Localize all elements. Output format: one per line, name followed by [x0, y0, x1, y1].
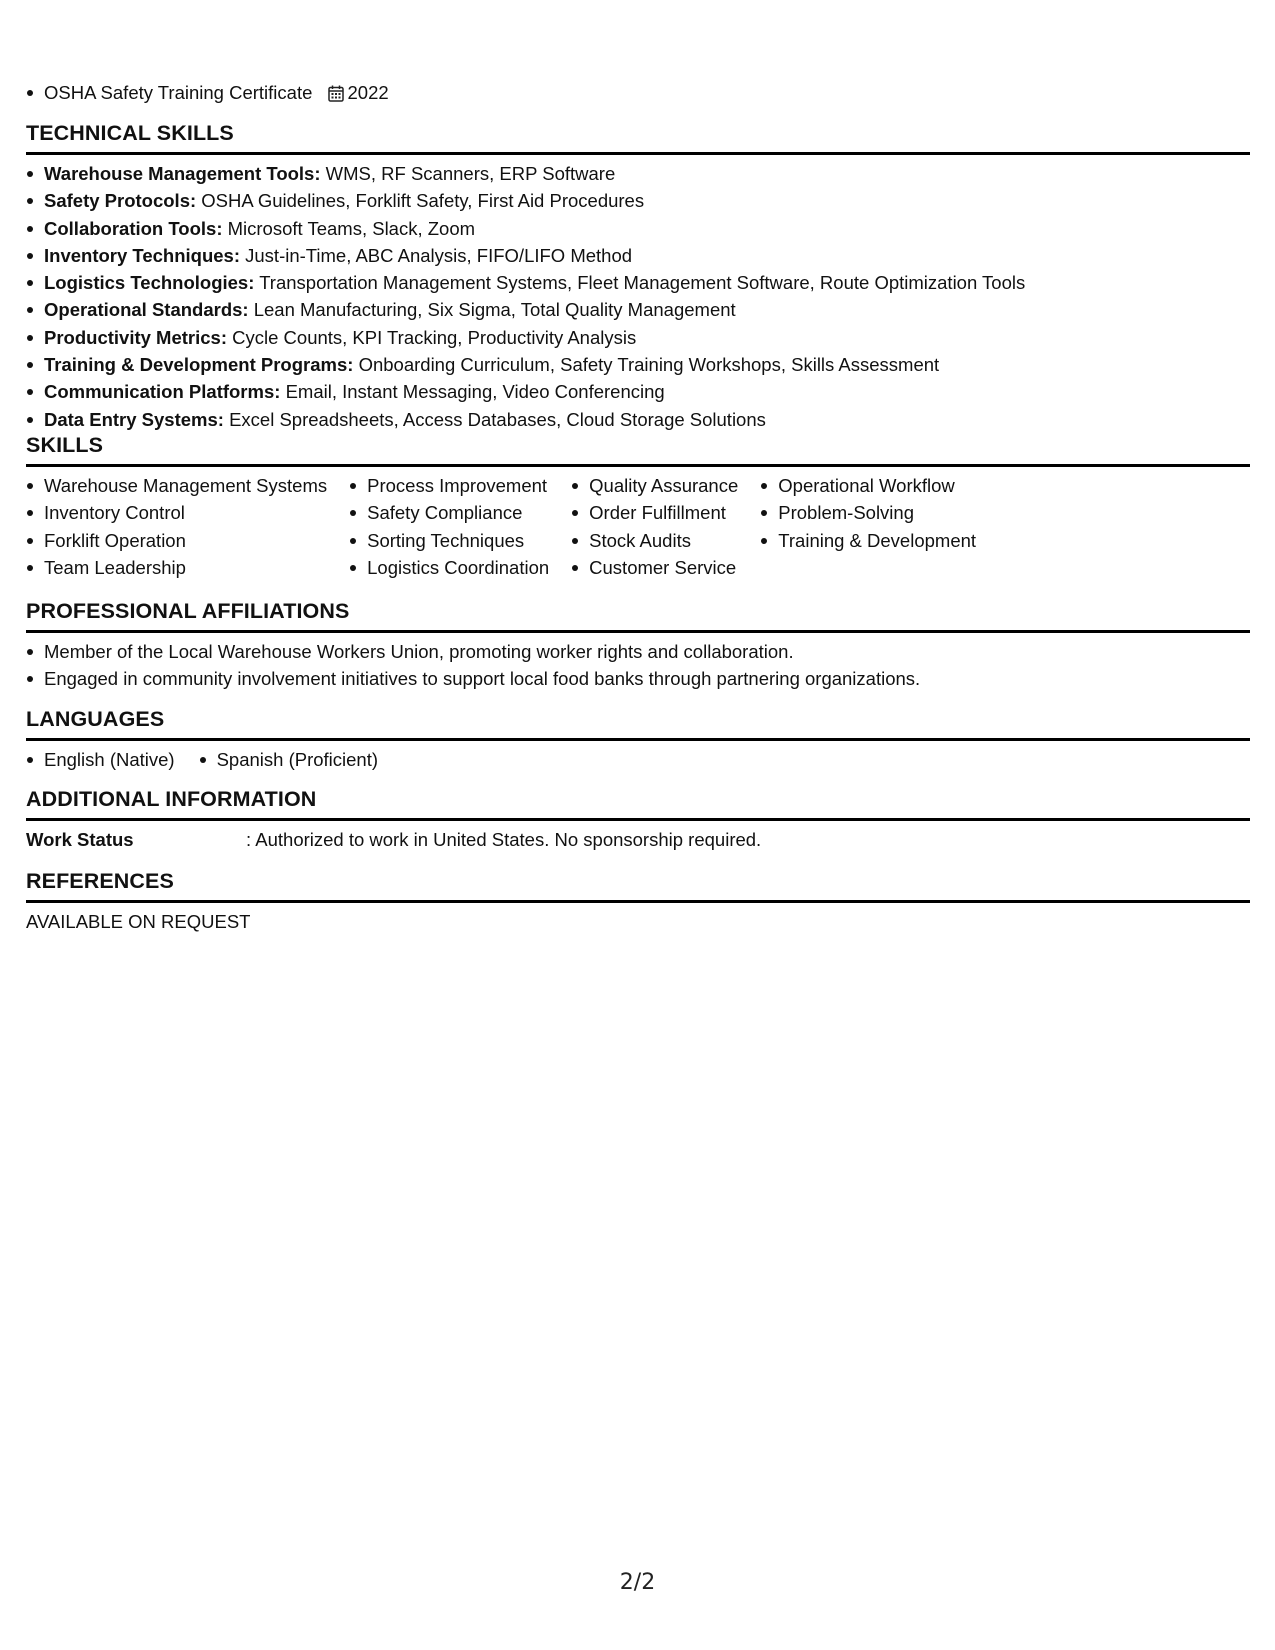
certification-year: 2022 [347, 82, 389, 103]
skills-column [760, 472, 976, 581]
list-item [26, 378, 1250, 405]
certification-item [26, 79, 389, 106]
skill-label: Collaboration Tools: [44, 217, 223, 239]
section-title-technical-skills: TECHNICAL SKILLS [26, 120, 1250, 155]
skill-value: Cycle Counts, KPI Tracking, Productivity Analysis [232, 326, 637, 348]
list-item: Forklift Operation [26, 527, 327, 554]
list-item: Safety Compliance [349, 499, 549, 526]
section-title-additional-information: ADDITIONAL INFORMATION [26, 786, 1250, 821]
skill-value: Excel Spreadsheets, Access Databases, Cloud Storage Solutions [229, 408, 766, 430]
list-item: English (Native) [26, 746, 175, 773]
list-item [26, 160, 1250, 187]
skill-value: OSHA Guidelines, Forklift Safety, First Aid Procedures [201, 190, 645, 212]
list-item [26, 242, 1250, 269]
section-title-references: REFERENCES [26, 868, 1250, 903]
skill-label: Safety Protocols: [44, 190, 197, 212]
list-item [26, 187, 1250, 214]
technical-skills-list [26, 160, 1250, 433]
certification-list [26, 79, 389, 106]
list-item [26, 296, 1250, 323]
list-item: Quality Assurance [571, 472, 738, 499]
info-key: Work Status [26, 829, 134, 850]
list-item: Member of the Local Warehouse Workers Union, promoting worker rights and collaboration. [26, 638, 1250, 665]
skill-label: Productivity Metrics: [44, 326, 227, 348]
skills-column [571, 472, 738, 581]
skill-value: Onboarding Curriculum, Safety Training Workshops, Skills Assessment [358, 354, 940, 376]
list-item: Operational Workflow [760, 472, 976, 499]
skills-section [26, 432, 1250, 581]
list-item: Inventory Control [26, 499, 327, 526]
section-title-skills: SKILLS [26, 432, 1250, 467]
skill-label: Data Entry Systems: [44, 408, 224, 430]
affiliations-list [26, 638, 1250, 693]
skill-value: Lean Manufacturing, Six Sigma, Total Quality Management [253, 299, 736, 321]
list-item [26, 324, 1250, 351]
list-item: Customer Service [571, 554, 738, 581]
list-item: Problem-Solving [760, 499, 976, 526]
calendar-icon [328, 85, 344, 102]
list-item: Spanish (Proficient) [199, 746, 378, 773]
section-title-languages: LANGUAGES [26, 706, 1250, 741]
page-number: 2/2 [619, 1570, 656, 1595]
affiliations-section [26, 598, 1250, 693]
list-item: Stock Audits [571, 527, 738, 554]
technical-skills-section [26, 120, 1250, 433]
references-section [26, 868, 1250, 935]
skill-value: Just-in-Time, ABC Analysis, FIFO/LIFO Method [245, 244, 633, 266]
skill-value: Transportation Management Systems, Fleet Management Software, Route Optimization Tools [259, 272, 1026, 294]
list-item: Team Leadership [26, 554, 327, 581]
list-item [26, 215, 1250, 242]
info-value: : Authorized to work in United States. No sponsorship required. [246, 829, 762, 850]
skill-value: WMS, RF Scanners, ERP Software [325, 163, 616, 184]
list-item: Logistics Coordination [349, 554, 549, 581]
list-item: Warehouse Management Systems [26, 472, 327, 499]
references-text: AVAILABLE ON REQUEST [26, 911, 251, 932]
additional-information-section [26, 786, 1250, 853]
skills-column [26, 472, 327, 581]
list-item [26, 351, 1250, 378]
list-item: Order Fulfillment [571, 499, 738, 526]
certification-name: OSHA Safety Training Certificate [44, 82, 313, 103]
list-item: Sorting Techniques [349, 527, 549, 554]
skills-column [349, 472, 549, 581]
languages-list [26, 746, 1250, 773]
skill-value: Email, Instant Messaging, Video Conferencing [285, 381, 665, 403]
skill-label: Training & Development Programs: [44, 354, 354, 376]
list-item: Training & Development [760, 527, 976, 554]
list-item: Process Improvement [349, 472, 549, 499]
skill-label: Operational Standards: [44, 299, 249, 321]
info-row [26, 826, 1250, 853]
skill-label: Warehouse Management Tools: [44, 163, 321, 184]
section-title-affiliations: PROFESSIONAL AFFILIATIONS [26, 598, 1250, 633]
list-item [26, 406, 1250, 433]
list-item: Engaged in community involvement initiatives to support local food banks through partnering organizations. [26, 665, 1250, 692]
skills-grid [26, 472, 1250, 581]
languages-section [26, 706, 1250, 773]
skill-label: Inventory Techniques: [44, 244, 240, 266]
skill-value: Microsoft Teams, Slack, Zoom [227, 217, 476, 239]
skill-label: Logistics Technologies: [44, 272, 255, 294]
skill-label: Communication Platforms: [44, 381, 281, 403]
list-item [26, 269, 1250, 296]
